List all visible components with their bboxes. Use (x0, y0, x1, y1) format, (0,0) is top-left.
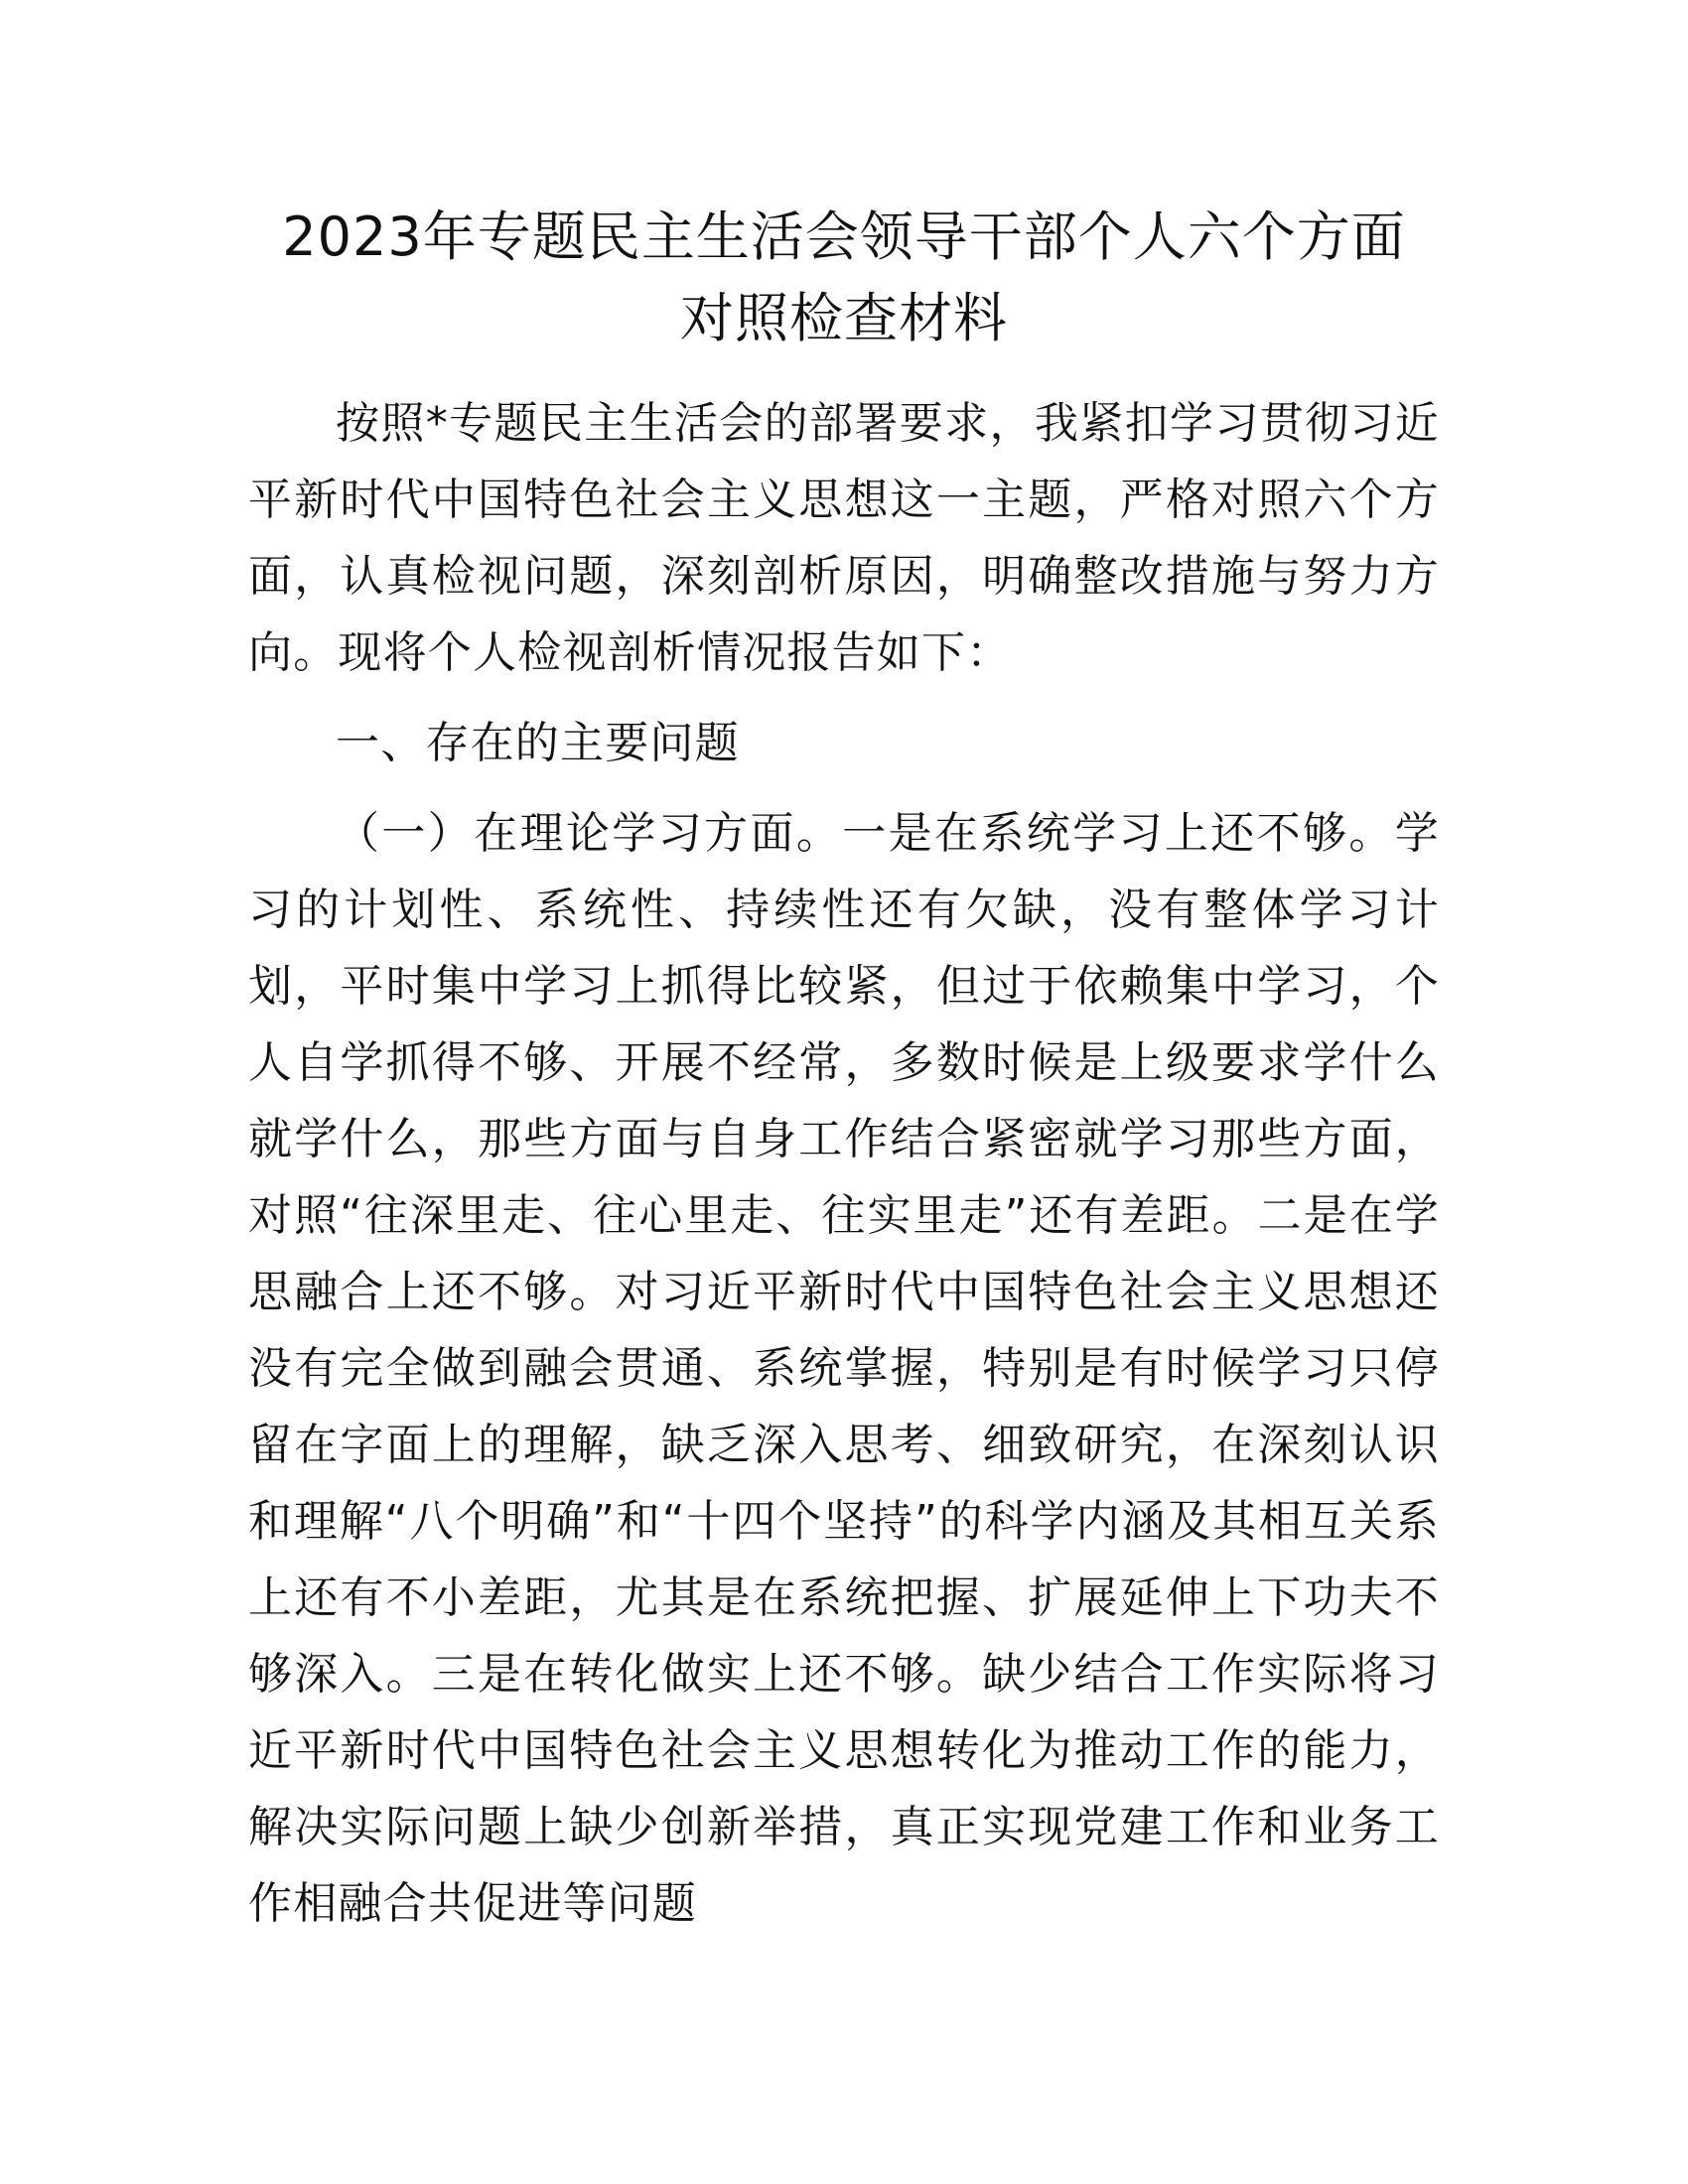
title-line-2: 对照检查材料 (680, 287, 1008, 349)
title-line-1: 2023年专题民主生活会领导干部个人六个方面 (282, 205, 1406, 268)
document-title (228, 197, 1460, 359)
intro-paragraph: 按照*专题民主生活会的部署要求，我紧扣学习贯彻习近平新时代中国特色社会主义思想这一主题，严格对照六个方面，认真检视问题，深刻剖析原因，明确整改措施与努力方向。现将个人检视剖析情况报告如下： (248, 398, 1440, 678)
document-body (248, 385, 1440, 1942)
theory-study-paragraph: （一）在理论学习方面。一是在系统学习上还不够。学习的计划性、系统性、持续性还有欠缺，没有整体学习计划，平时集中学习上抓得比较紧，但过于依赖集中学习，个人自学抓得不够、开展不经常，多数时候是上级要求学什么就学什么，那些方面与自身工作结合紧密就学习那些方面，对照“往深里走、往心里走、往实里走”还有差距。二是在学思融合上还不够。对习近平新时代中国特色社会主义思想还没有完全做到融会贯通、系统掌握，特别是有时候学习只停留在字面上的理解，缺乏深入思考、细致研究，在深刻认识和理解“八个明确”和“十四个坚持”的科学内涵及其相互关系上还有不小差距，尤其是在系统把握、扩展延伸上下功夫不够深入。三是在转化做实上还不够。缺少结合工作实际将习近平新时代中国特色社会主义思想转化为推动工作的能力，解决实际问题上缺少创新举措，真正实现党建工作和业务工作相融合共促进等问题 (248, 808, 1440, 1929)
section-heading: 一、存在的主要问题 (336, 718, 740, 768)
